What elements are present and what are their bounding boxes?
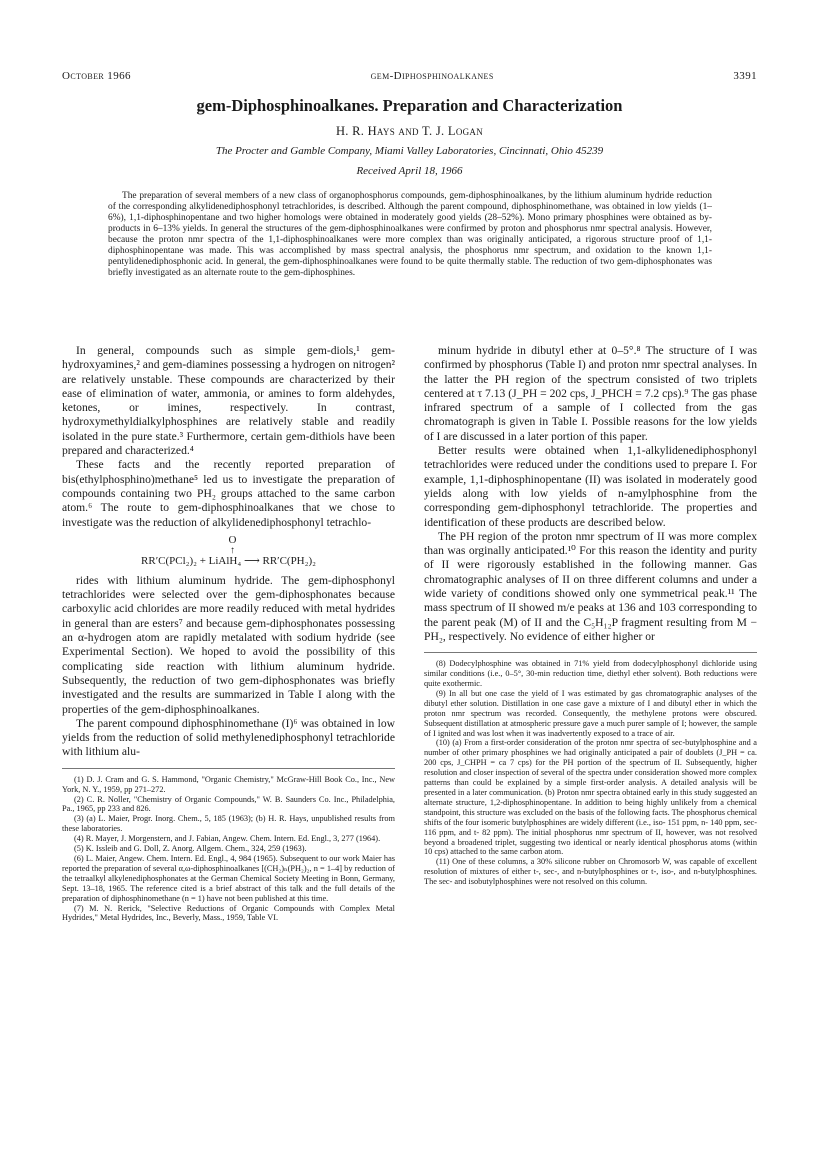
article-authors: H. R. Hays and T. J. Logan xyxy=(335,124,484,138)
header-date: October 1966 xyxy=(62,70,131,82)
author-affiliation: The Procter and Gamble Company, Miami Valley Laboratories, Cincinnati, Ohio 45239 xyxy=(215,145,604,157)
footnote: (5) K. Issleib and G. Doll, Z. Anorg. Allgem. Chem., 324, 259 (1963). xyxy=(74,844,307,854)
left-column xyxy=(62,344,395,923)
body-paragraph: minum hydride in dibutyl ether at 0–5°.⁸ The structure of I was confirmed by phosphorus (Table I) and proton nmr spectral analyses. In the latter the PH region of the spectrum consisted of two triplets centered at τ 7.13 (J_PH = 202 cps, J_PHCH = 7.2 cps).⁹ The gas phase infrared spectrum of a sample of I collected from the gas chromatograph is given in Table I. Possible reasons for the low yields of I are discussed in a later portion of this paper. xyxy=(424,344,757,443)
footnote: (2) C. R. Noller, "Chemistry of Organic Compounds," W. B. Saunders Co. Inc., Philadelphia, Pa., 1965, pp 233 and 826. xyxy=(62,794,395,814)
body-paragraph: In general, compounds such as simple gem-diols,¹ gem-hydroxyamines,² and gem-diamines possessing a hydrogen on nitrogen² are relatively unstable. These compounds are characterized by their ease of elimination of water, ammonia, or amines to form aldehydes, ketones, or imines, respectively. In contrast, hydroxymethyldialkylphosphines are relatively stable and readily isolated in the pure state.³ Furthermore, certain gem-dithiols have been prepared and characterized.⁴ xyxy=(62,344,395,458)
footnote: (1) D. J. Cram and G. S. Hammond, "Organic Chemistry," McGraw-Hill Book Co., Inc., New York, N. Y., 1959, pp 271–272. xyxy=(62,774,395,794)
footnote: (8) Dodecylphosphine was obtained in 71% yield from dodecylphosphonyl dichloride using similar conditions (i.e., 0–5°, 30-min reduction time, diethyl ether solvent). Both reductions were quite exothermic. xyxy=(424,659,757,689)
abstract: The preparation of several members of a new class of organophosphorus compounds, gem-diphosphinoalkanes, by the lithium aluminum hydride reduction of the corresponding alkylidenediphosphonyl tetrachlorides, is described. Although the parent compound, diphosphinomethane, was obtained in low yields (1–6%), 1,1-diphosphinopentane and two higher homologs were obtained in moderately good yields (28–52%). Mono primary phosphines were obtained as by-products in 6–13% yields. In general the structures of the gem-diphosphinoalkanes were confirmed by proton and phosphorus nmr spectral analysis. However, because the proton nmr spectra of the 1,1-diphosphinoalkanes were more complex than was originally anticipated, a rigorous structure proof of 1,1-diphosphinopentane was made. This was accomplished by mass spectral analysis, the phosphorus nmr spectrum, and oxidation to the known 1,1-pentylidenediphosphonic acid. In general, the gem-diphosphinoalkanes were found to be quite thermally stable. The reduction of two gem-diphosphonates was briefly investigated as an alternate route to the gem-diphosphines. xyxy=(108,191,712,278)
equation-oxygen: O xyxy=(228,533,237,546)
right-column xyxy=(424,344,757,887)
equation-dative-arrow: ↑ xyxy=(230,544,235,556)
footnote: (11) One of these columns, a 30% silicone rubber on Chromosorb W, was capable of excellent resolution of mixtures of either t-, sec-, and n-butylphosphines or t-, iso-, and n-butylphosphines. The sec- and isobutylphosphines were not resolved on this column. xyxy=(424,857,757,887)
footnote: (3) (a) L. Maier, Progr. Inorg. Chem., 5, 185 (1963); (b) H. R. Hays, unpublished results from these laboratories. xyxy=(62,814,395,834)
reaction-equation xyxy=(62,534,395,568)
footnote: (10) (a) From a first-order consideration of the proton nmr spectra of sec-butylphosphine and a number of other primary phosphines we had originally anticipated a pair of doublets (J_PH = ca. 200 cps, J_CHPH = ca 7 cps) for the PH portion of the spectrum of II. Subsequently, higher resolution and closer inspection of several of the spectra under consideration showed more complex patterns than could be explained by a simple first-order analysis. A detailed analysis will be presented in a later communication. (b) Proton nmr spectra obtained early in this study suggested an alternate structure, 1,2-diphosphinopentane. In addition to being highly unlikely from a chemical standpoint, this structure was excluded on the basis of the following facts. The phosphorus chemical shifts of the four isomeric butylphosphines are widely different (i.e., iso- 151 ppm, n- 140 ppm, sec- 116 ppm, and t- 82 ppm). The initial phosphorus nmr spectrum of II, however, was not resolved beyond a broadened triplet, suggesting two identical or nearly identical phosphorus atoms (within 10 cps) attached to the same carbon atom. xyxy=(424,738,757,857)
article-title: gem-Diphosphinoalkanes. Preparation and Characterization xyxy=(196,96,623,115)
body-paragraph: The PH region of the proton nmr spectrum of II was more complex than was orginally anticipated.¹⁰ For this reason the identity and purity of II were rigorously established in the following manner. Gas chromatographic analyses of II on three different columns and under a wide variety of conditions showed only one symmetrical peak.¹¹ The mass spectrum of II showed m/e peaks at 136 and 103 corresponding to the parent peak (M) of II and the C₅H₁₂P fragment resulting from M − PH₂, respectively. No evidence of either higher or xyxy=(424,529,757,643)
footnotes-left xyxy=(62,768,395,924)
page-number: 3391 xyxy=(733,70,757,82)
body-paragraph: These facts and the recently reported preparation of bis(ethylphosphino)methane⁵ led us to investigate the preparation of compounds containing two PH₂ groups attached to the same carbon atom.⁶ The route to gem-diphosphinoalkanes that we chose to investigate was the reduction of alkylidenediphosphonyl tetrachlo- xyxy=(62,458,395,529)
footnote: (7) M. N. Rerick, "Selective Reductions of Organic Compounds with Complex Metal Hydrides," Metal Hydrides, Inc., Beverly, Mass., 1959, Table VI. xyxy=(62,903,395,923)
running-head xyxy=(62,70,757,82)
equation-text: RR′C(PCl₂)₂ + LiAlH₄ ⟶ RR′C(PH₂)₂ xyxy=(141,554,316,567)
footnote: (4) R. Mayer, J. Morgenstern, and J. Fabian, Angew. Chem. Intern. Ed. Engl., 3, 277 (1964). xyxy=(74,834,381,844)
footnote: (6) L. Maier, Angew. Chem. Intern. Ed. Engl., 4, 984 (1965). Subsequent to our work Maier has reported the preparation of several α,ω-diphosphinoalkanes [(CH₂)ₙ(PH₂)₂, n = 1–4] by reduction of the tetraalkyl alkylenediphosphonates at the German Chemical Society Meeting in Bonn, Germany, Sept. 13–18, 1965. The reference cited is a brief abstract of this talk and the full details of the preparation of diphosphinomethane (n = 1) have not been published at this time. xyxy=(62,853,395,903)
footnotes-right xyxy=(424,652,757,887)
received-date: Received April 18, 1966 xyxy=(356,165,463,177)
body-paragraph: The parent compound diphosphinomethane (I)⁶ was obtained in low yields from the reduction of solid methylenediphosphonyl tetrachloride with lithium alu- xyxy=(62,716,395,759)
footnote: (9) In all but one case the yield of I was estimated by gas chromatographic analyses of the dibutyl ether solution. Distillation in one case gave a mixture of I and dibutyl ether in which the proton nmr spectrum was recorded. Consequently, the methylene protons were obscured. Subsequent distillation at atmospheric pressure gave a much purer sample of I; however, the sample of I ignited and was lost when it was inadvertently exposed to a trace of air. xyxy=(424,688,757,738)
header-journal-section: gem-Diphosphinoalkanes xyxy=(370,70,494,82)
body-paragraph: Better results were obtained when 1,1-alkylidenediphosphonyl tetrachlorides were reduced under the conditions used to prepare I. For example, 1,1-diphosphinopentane (II) was isolated in moderately good yields along with low yields of n-amylphosphine from the corresponding gem-diphosphonyl tetrachloride. The properties and identification of these products are described below. xyxy=(424,444,757,529)
body-paragraph: rides with lithium aluminum hydride. The gem-diphosphonyl tetrachlorides were selected over the gem-diphosphonates because carboxylic acid chlorides are more readily reduced with metal hydrides in general than are esters⁷ and because gem-diphosphonates possessing an α-hydrogen atom are rapidly metalated with sodium hydride (see Experimental Section). We hoped to avoid the possibility of this complicating side reaction with lithium aluminum hydride. Subsequently, the reduction of two gem-diphosphonates was briefly investigated and the results are summarized in Table I along with the properties of the gem-diphosphinoalkanes. xyxy=(62,573,395,716)
